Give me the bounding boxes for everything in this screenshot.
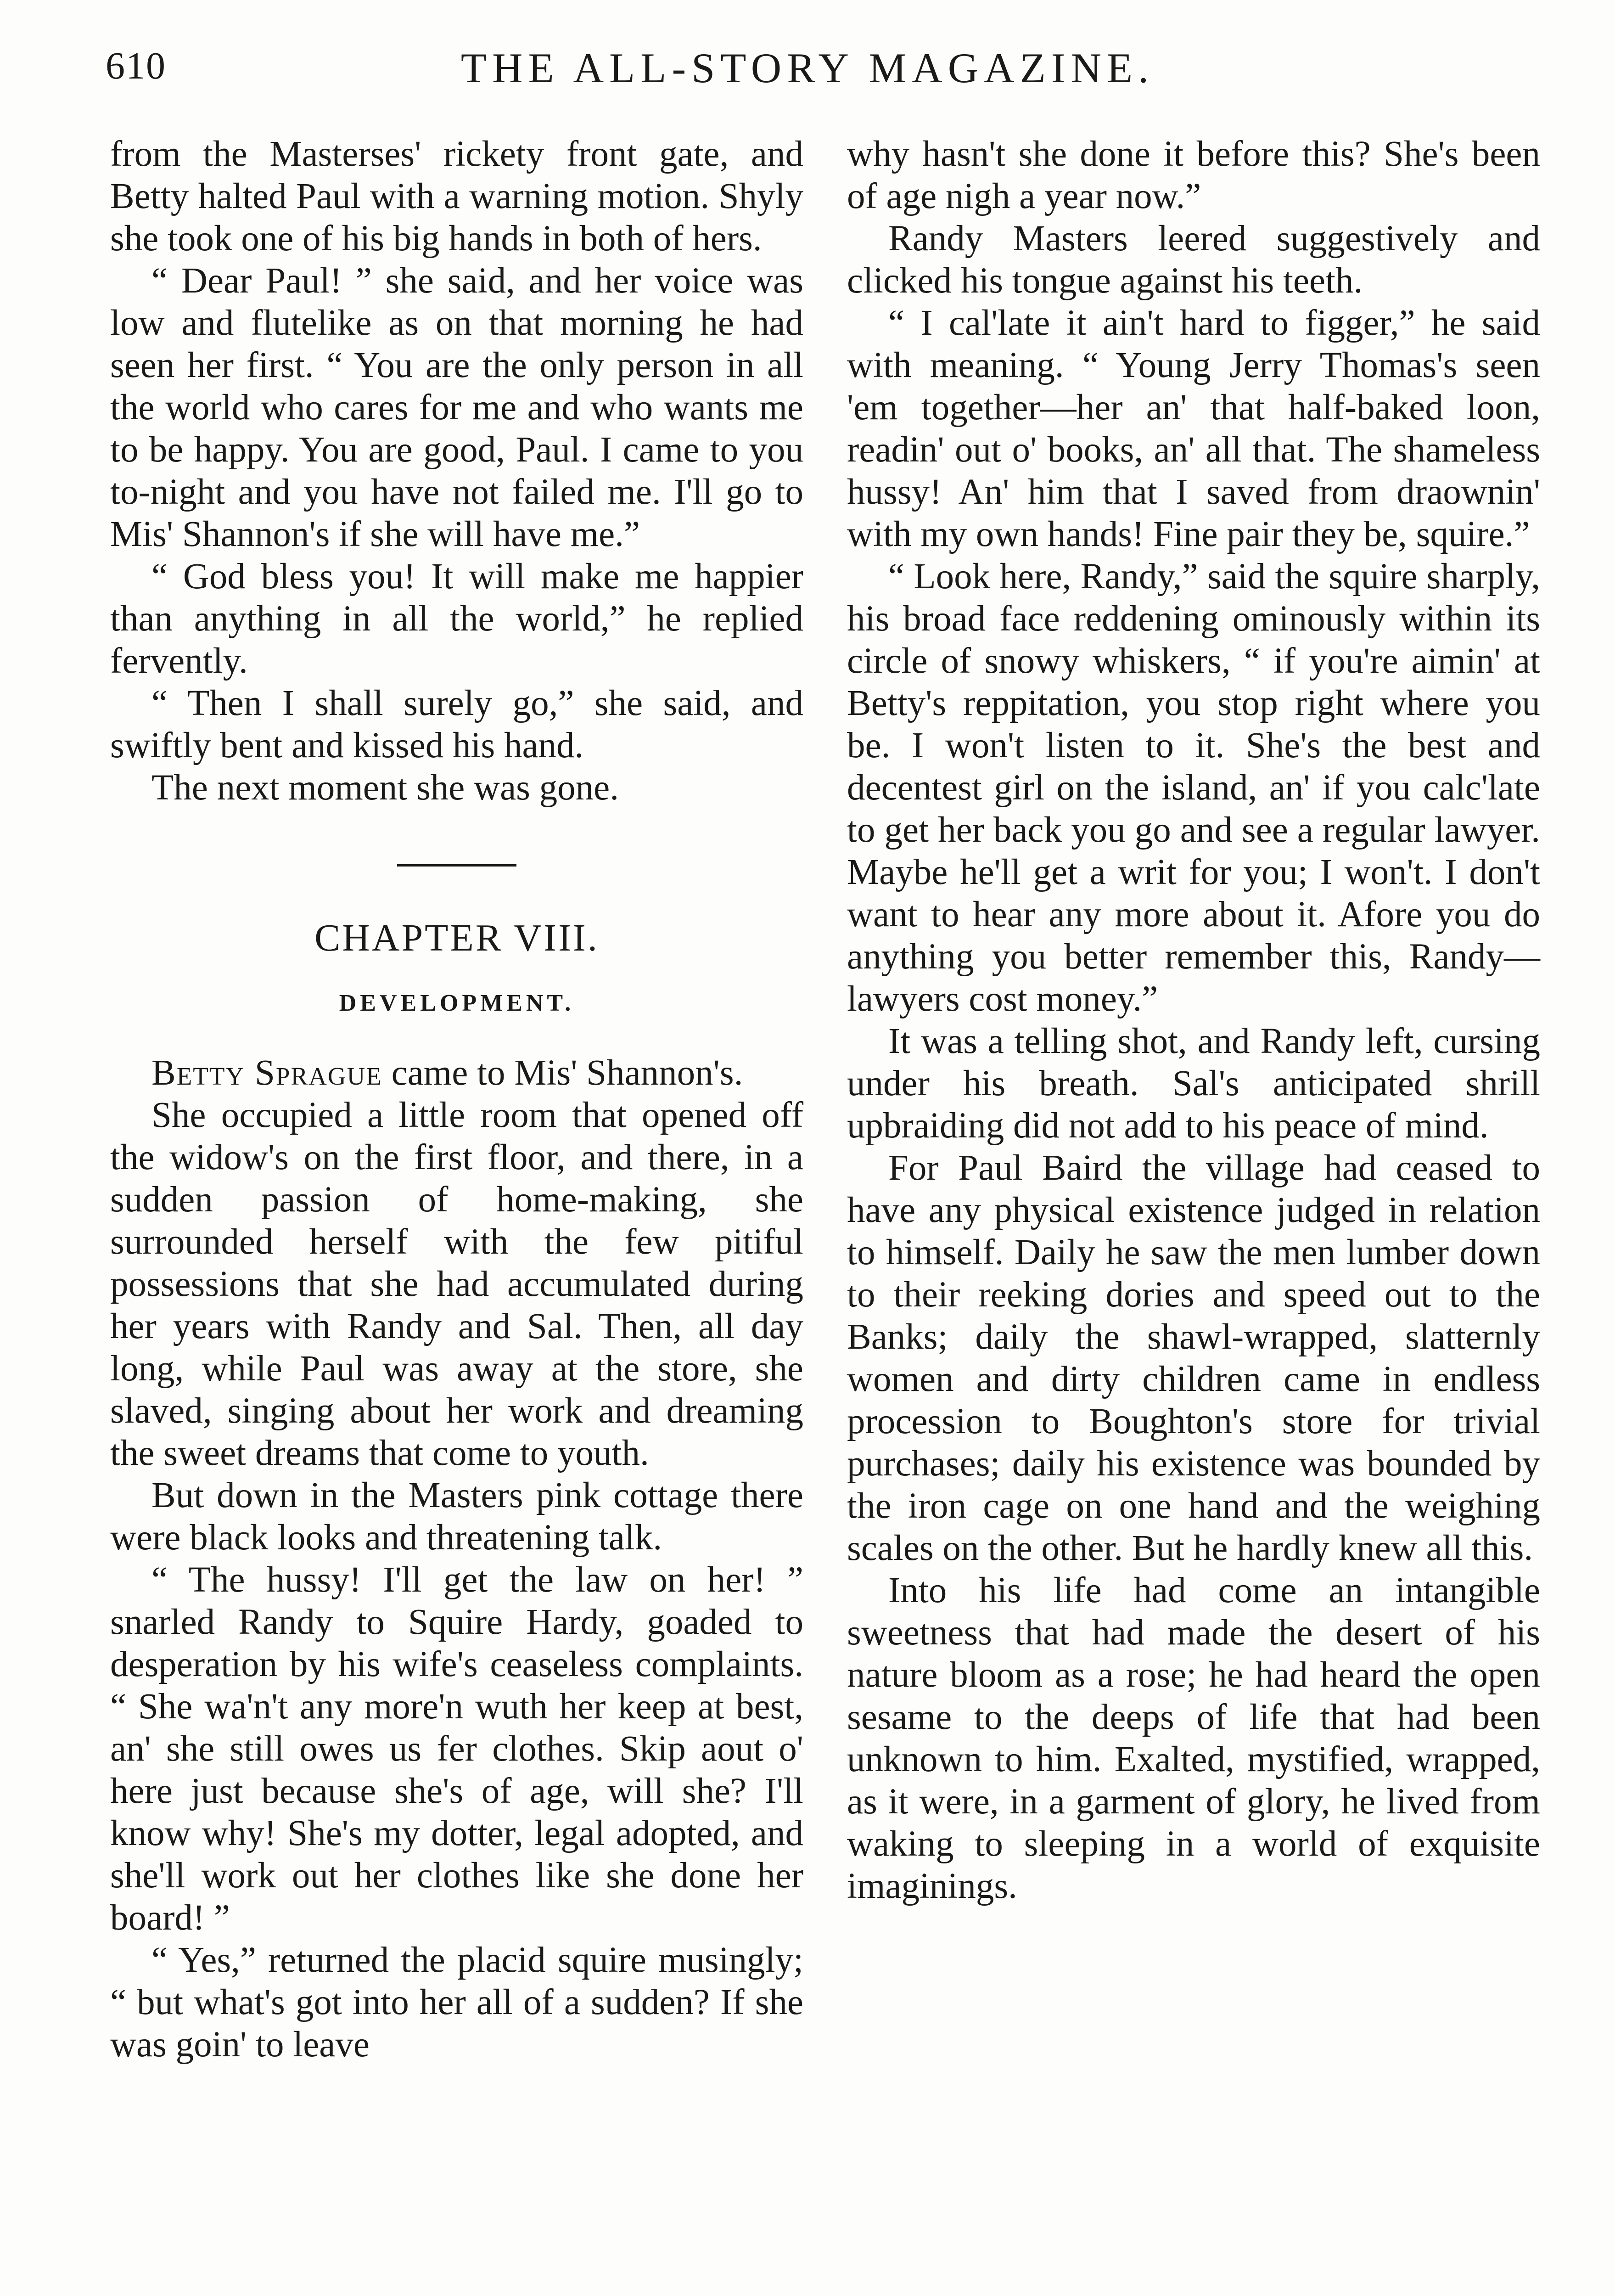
paragraph: The next moment she was gone. bbox=[151, 768, 619, 808]
opening-small-caps: Betty Sprague bbox=[151, 1053, 382, 1093]
opening-text: came to Mis' Shannon's. bbox=[382, 1053, 743, 1093]
chapter-divider bbox=[397, 864, 516, 867]
paragraph: “ Look here, Randy,” said the squire sharply, his broad face reddening ominously within its circle of snowy whiskers, “ if you're aimin' at Betty's reppitation, you stop right where you be. I won't listen to it. She's the best and decentest girl on the island, an' if you calc'late to get her back you go and see a regular lawyer. Maybe he'll get a writ for you; I won't. I don't want to hear any more about it. Afore you do anything you better remember this, Randy—lawyers cost money.” bbox=[847, 557, 1540, 1019]
paragraph: It was a telling shot, and Randy left, cursing under his breath. Sal's anticipated shrill upbraiding did not add to his peace of mind. bbox=[847, 1021, 1540, 1146]
chapter-subtitle: DEVELOPMENT. bbox=[339, 990, 575, 1016]
left-column bbox=[110, 133, 803, 2066]
chapter-heading: CHAPTER VIII. bbox=[314, 917, 599, 959]
paragraph: “ God bless you! It will make me happier than anything in all the world,” he replied fervently. bbox=[110, 557, 803, 681]
paragraph: For Paul Baird the village had ceased to have any physical existence judged in relation to himself. Daily he saw the men lumber down to their reeking dories and speed out to the Banks; daily the shawl-wrapped, slatternly women and dirty children came in endless procession to Boughton's store for trivial purchases; daily his existence was bounded by the iron cage on one hand and the weighing scales on the other. But he hardly knew all this. bbox=[847, 1148, 1540, 1568]
running-head bbox=[106, 44, 1509, 99]
paragraph: Into his life had come an intangible sweetness that had made the desert of his nature bloom as a rose; he had heard the open sesame to the deeps of life that had been unknown to him. Exalted, mystified, wrapped, as it were, in a garment of glory, he lived from waking to sleeping in a world of exquisite imaginings. bbox=[847, 1570, 1540, 1906]
page-number: 610 bbox=[106, 45, 166, 87]
paragraph: “ The hussy! I'll get the law on her! ” snarled Randy to Squire Hardy, goaded to desperation by his wife's ceaseless complaints. “ She wa'n't any more'n wuth her keep at best, an' she still owes us fer clothes. Skip aout o' here just because she's of age, will she? I'll know why! She's my dotter, legal adopted, and she'll work out her clothes like she done her board! ” bbox=[110, 1560, 803, 1938]
paragraph: from the Masterses' rickety front gate, and Betty halted Paul with a warning motion. Shyly she took one of his big hands in both of hers. bbox=[110, 134, 803, 259]
paragraph: She occupied a little room that opened off the widow's on the first floor, and there, in a sudden passion of home-making, she surrounded herself with the few pitiful possessions that she had accumulated during her years with Randy and Sal. Then, all day long, while Paul was away at the store, she slaved, singing about her work and dreaming the sweet dreams that come to youth. bbox=[110, 1095, 803, 1473]
paragraph: “ Then I shall surely go,” she said, and swiftly bent and kissed his hand. bbox=[110, 683, 803, 765]
paragraph: why hasn't she done it before this? She's been of age nigh a year now.” bbox=[847, 134, 1540, 216]
paragraph: “ Dear Paul! ” she said, and her voice was low and flutelike as on that morning he had seen her first. “ You are the only person in all the world who cares for me and who wants me to be happy. You are good, Paul. I came to you to-night and you have not failed me. I'll go to Mis' Shannon's if she will have me.” bbox=[110, 261, 803, 554]
paragraph: Randy Masters leered suggestively and clicked his tongue against his teeth. bbox=[847, 219, 1540, 301]
right-column bbox=[847, 133, 1540, 1908]
paragraph: “ I cal'late it ain't hard to figger,” he said with meaning. “ Young Jerry Thomas's seen 'em together—her an' that half-baked loon, readin' out o' books, an' all that. The shameless hussy! An' him that I saved from draownin' with my own hands! Fine pair they be, squire.” bbox=[847, 303, 1540, 554]
magazine-title: THE ALL-STORY MAGAZINE. bbox=[460, 45, 1155, 91]
chapter-opening-paragraph bbox=[110, 1052, 803, 1094]
paragraph: “ Yes,” returned the placid squire musingly; “ but what's got into her all of a sudden? If she was goin' to leave bbox=[110, 1940, 803, 2065]
paragraph: But down in the Masters pink cottage there were black looks and threatening talk. bbox=[110, 1475, 803, 1558]
